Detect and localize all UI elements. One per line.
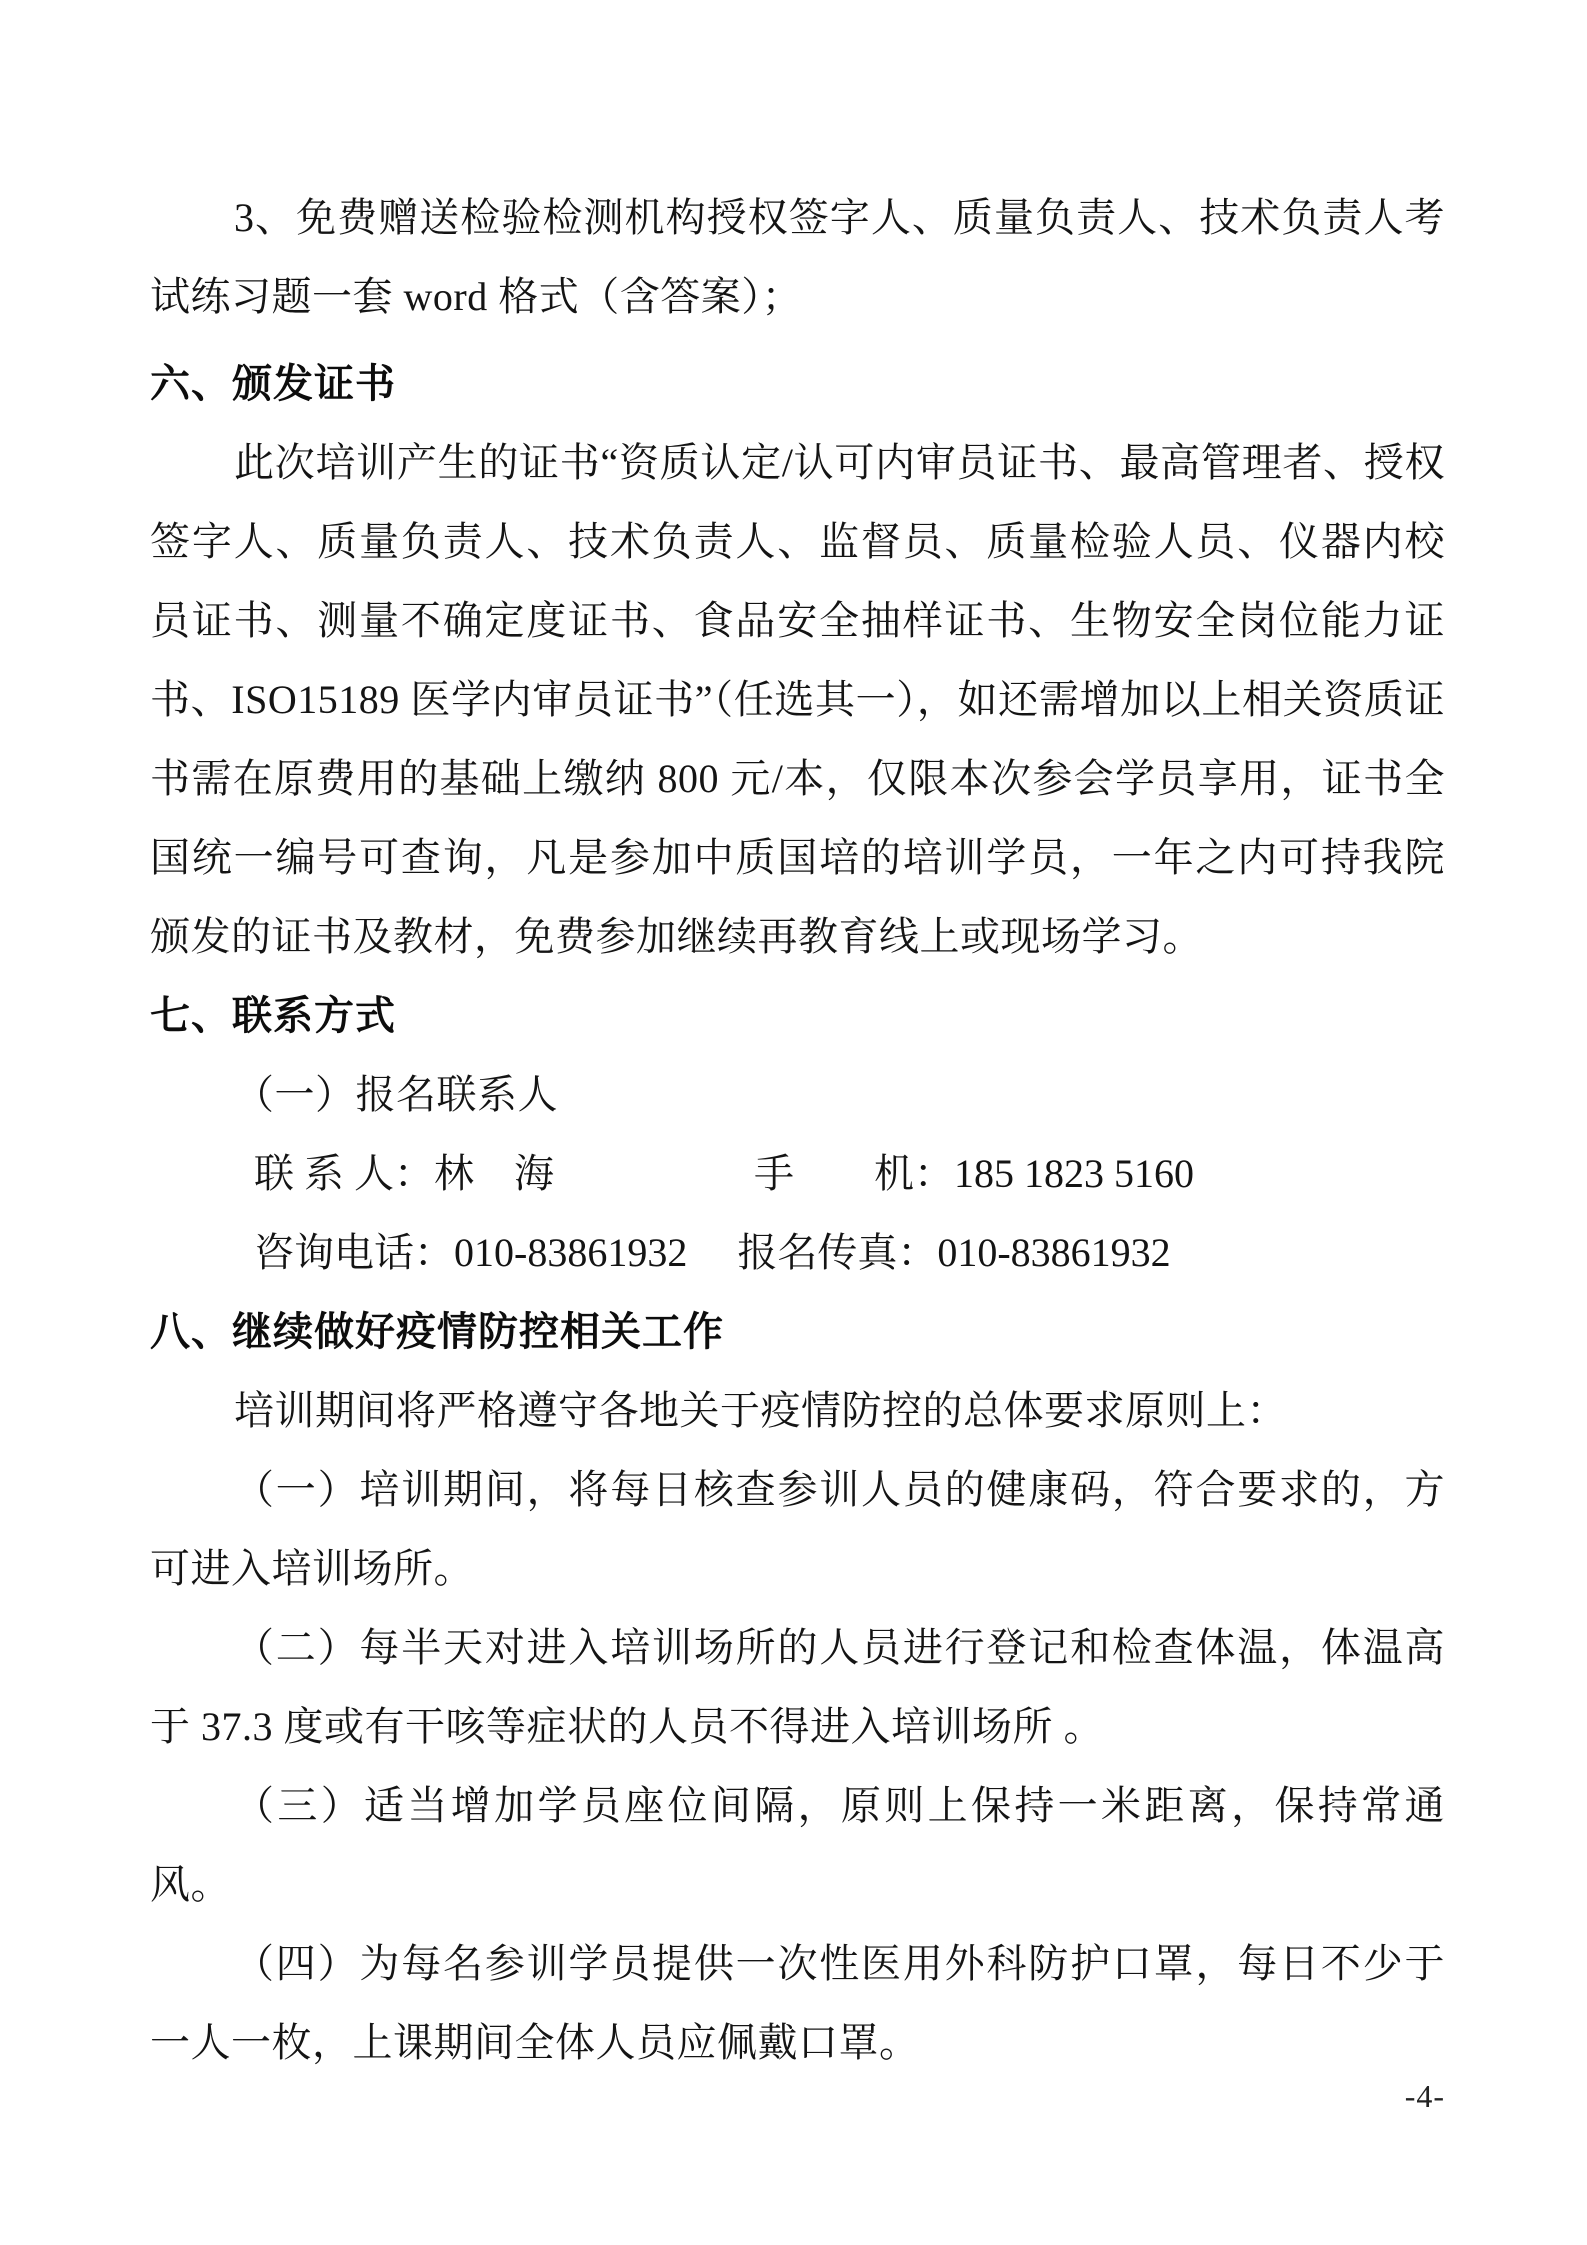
section-heading-7: 七、联系方式	[150, 993, 396, 1038]
page-content	[150, 178, 1445, 2082]
contact-person-line: 联 系 人：林 海 手 机：185 1823 5160	[254, 1151, 1194, 1196]
section-6-paragraph: 此次培训产生的证书“资质认定/认可内审员证书、最高管理者、授权签字人、质量负责人、技术负责人、监督员、质量检验人员、仪器内校员证书、测量不确定度证书、食品安全抽样证书、生物安全岗位能力证书、ISO15189 医学内审员证书”（任选其一），如还需增加以上相关资质证书需在原费用的基础上缴纳 800 元/本，仅限本次参会学员享用，证书全国统一编号可查询，凡是参加中质国培的培训学员，一年之内可持我院颁发的证书及教材，免费参加继续再教育线上或现场学习。	[150, 440, 1445, 959]
section-8-item-4: （四）为每名参训学员提供一次性医用外科防护口罩，每日不少于一人一枚，上课期间全体人员应佩戴口罩。	[150, 1941, 1445, 2065]
page-number: -4-	[1404, 2078, 1445, 2114]
numbered-item-3: 3、免费赠送检验检测机构授权签字人、质量负责人、技术负责人考试练习题一套 word 格式（含答案）；	[150, 195, 1445, 319]
section-8-item-1: （一）培训期间，将每日核查参训人员的健康码，符合要求的，方可进入培训场所。	[150, 1467, 1445, 1591]
section-8-item-2: （二）每半天对进入培训场所的人员进行登记和检查体温，体温高于 37.3 度或有干咳等症状的人员不得进入培训场所 。	[150, 1625, 1445, 1749]
contact-phone-fax-line: 咨询电话：010-83861932 报名传真：010-83861932	[254, 1230, 1171, 1275]
section-heading-6: 六、颁发证书	[150, 361, 396, 406]
spacer	[150, 336, 1445, 344]
section-heading-8: 八、继续做好疫情防控相关工作	[150, 1309, 724, 1354]
section-7-sub-item-1: （一）报名联系人	[234, 1072, 558, 1117]
section-8-item-3: （三）适当增加学员座位间隔，原则上保持一米距离，保持常通风。	[150, 1783, 1445, 1907]
section-8-intro: 培训期间将严格遵守各地关于疫情防控的总体要求原则上：	[234, 1388, 1287, 1433]
